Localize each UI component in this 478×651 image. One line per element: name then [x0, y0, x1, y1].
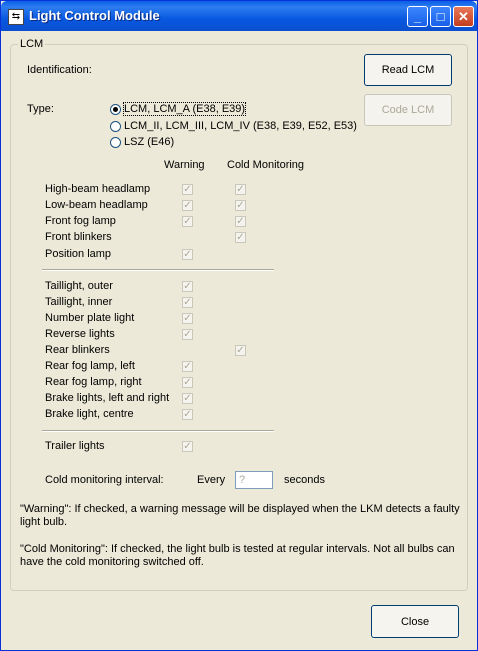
check-icon: ✓ — [236, 216, 245, 227]
type-radio-lcm-ii[interactable] — [110, 121, 121, 132]
code-lcm-button[interactable]: Code LCM — [364, 94, 452, 126]
separator-front-rear — [42, 269, 274, 271]
type-radio-lcm[interactable] — [110, 104, 121, 115]
check-icon: ✓ — [236, 184, 245, 195]
warning-column-header: Warning — [164, 159, 205, 171]
separator-rear-trailer — [42, 430, 274, 432]
check-icon: ✓ — [183, 216, 192, 227]
maximize-button[interactable] — [430, 6, 451, 27]
cold-monitoring-note: "Cold Monitoring": If checked, the light bulb is tested at regular intervals. Not all bulbs can have the cold monitoring switched off. — [20, 543, 455, 568]
window-title: Light Control Module — [29, 8, 160, 23]
lamp-label: Taillight, outer — [45, 280, 113, 292]
warning-checkbox[interactable] — [182, 216, 193, 227]
lamp-label: Number plate light — [45, 312, 135, 324]
warning-checkbox[interactable] — [182, 441, 193, 452]
warning-checkbox[interactable] — [182, 393, 193, 404]
check-icon: ✓ — [183, 409, 192, 420]
check-icon: ✓ — [183, 441, 192, 452]
type-option-lcm-ii-label[interactable]: LCM_II, LCM_III, LCM_IV (E38, E39, E52, E53) — [124, 120, 357, 132]
check-icon: ✓ — [236, 345, 245, 356]
lamp-label: Position lamp — [45, 248, 112, 260]
type-option-lcm-label[interactable]: LCM, LCM_A (E38, E39) — [124, 103, 246, 115]
check-icon: ✓ — [183, 249, 192, 260]
check-icon: ✓ — [183, 329, 192, 340]
title-bar[interactable] — [1, 1, 477, 31]
close-icon: ✕ — [458, 9, 469, 24]
check-icon: ✓ — [183, 184, 192, 195]
check-icon: ✓ — [236, 200, 245, 211]
check-icon: ✓ — [183, 361, 192, 372]
lamp-label: High-beam headlamp — [45, 183, 151, 195]
warning-checkbox[interactable] — [182, 281, 193, 292]
lcm-group-label: LCM — [20, 38, 44, 50]
cold-monitoring-interval-label: Cold monitoring interval: — [45, 474, 164, 486]
check-icon: ✓ — [183, 377, 192, 388]
cold-monitoring-checkbox[interactable] — [235, 200, 246, 211]
warning-note: "Warning": If checked, a warning message will be displayed when the LKM detects a faulty light bulb. — [20, 503, 460, 528]
warning-checkbox[interactable] — [182, 184, 193, 195]
type-option-lsz-label[interactable]: LSZ (E46) — [124, 136, 175, 148]
check-icon: ✓ — [183, 393, 192, 404]
type-label: Type: — [27, 103, 54, 115]
warning-checkbox[interactable] — [182, 313, 193, 324]
warning-checkbox[interactable] — [182, 329, 193, 340]
warning-checkbox[interactable] — [182, 409, 193, 420]
minimize-icon: _ — [413, 9, 422, 24]
maximize-icon: □ — [436, 9, 445, 24]
warning-checkbox[interactable] — [182, 200, 193, 211]
lamp-label: Front fog lamp — [45, 215, 116, 227]
lamp-label: Low-beam headlamp — [45, 199, 148, 211]
close-button[interactable]: Close — [371, 605, 459, 638]
check-icon: ✓ — [183, 297, 192, 308]
lamp-label: Brake lights, left and right — [45, 392, 170, 404]
interval-every-label: Every — [197, 474, 226, 486]
lamp-label: Front blinkers — [45, 231, 112, 243]
identification-label: Identification: — [27, 64, 92, 76]
read-lcm-button[interactable]: Read LCM — [364, 54, 452, 86]
warning-checkbox[interactable] — [182, 361, 193, 372]
lamp-label: Reverse lights — [45, 328, 115, 340]
interval-unit-label: seconds — [284, 474, 325, 486]
lamp-label: Taillight, inner — [45, 296, 113, 308]
check-icon: ✓ — [236, 232, 245, 243]
close-window-button[interactable] — [453, 6, 474, 27]
cold-monitoring-checkbox[interactable] — [235, 216, 246, 227]
check-icon: ✓ — [183, 281, 192, 292]
warning-checkbox[interactable] — [182, 297, 193, 308]
warning-checkbox[interactable] — [182, 377, 193, 388]
app-icon: ⇆ — [8, 9, 24, 25]
type-radio-lsz[interactable] — [110, 137, 121, 148]
cold-monitoring-checkbox[interactable] — [235, 232, 246, 243]
cold-monitoring-column-header: Cold Monitoring — [227, 159, 305, 171]
check-icon: ✓ — [183, 200, 192, 211]
check-icon: ✓ — [183, 313, 192, 324]
lamp-label: Rear fog lamp, right — [45, 376, 142, 388]
cold-monitoring-checkbox[interactable] — [235, 184, 246, 195]
lamp-label: Trailer lights — [45, 440, 105, 452]
cold-monitoring-checkbox[interactable] — [235, 345, 246, 356]
warning-checkbox[interactable] — [182, 249, 193, 260]
lamp-label: Brake light, centre — [45, 408, 134, 420]
minimize-button[interactable] — [407, 6, 428, 27]
lamp-label: Rear blinkers — [45, 344, 110, 356]
cold-monitoring-interval-input[interactable]: ? — [235, 471, 273, 489]
lamp-label: Rear fog lamp, left — [45, 360, 135, 372]
